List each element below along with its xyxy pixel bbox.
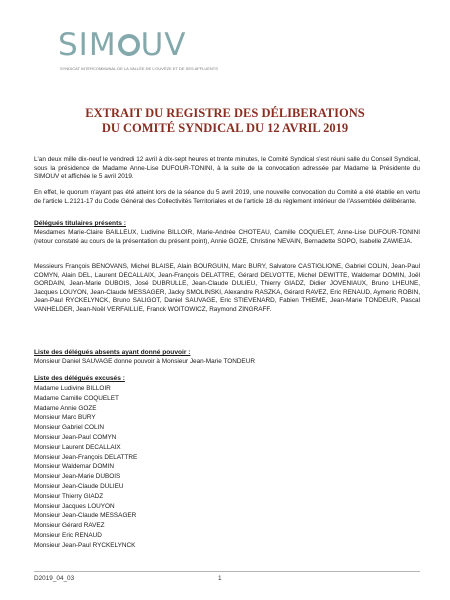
excuses-heading: Liste des délégués excusés : bbox=[34, 375, 125, 382]
list-item: Madame Annie GOZE bbox=[34, 404, 97, 412]
list-item: Madame Ludivine BILLOIR bbox=[34, 385, 111, 392]
titulaires-heading: Délégués titulaires présents : bbox=[34, 220, 126, 227]
document-title-line1: EXTRAIT DU REGISTRE DES DÉLIBERATIONS bbox=[85, 106, 365, 120]
logo-o-ring-icon bbox=[118, 34, 140, 56]
list-item: Monsieur Laurent DECALLAIX bbox=[34, 443, 121, 451]
list-item: Monsieur Thierry GIADZ bbox=[34, 492, 104, 500]
list-item: Monsieur Gérard RAVEZ bbox=[34, 522, 105, 530]
list-item: Monsieur Eric RENAUD bbox=[34, 531, 102, 539]
list-item: Monsieur Jean-Claude MESSAGER bbox=[34, 512, 137, 520]
intro-paragraph: L'an deux mille dix-neuf le vendredi 12 avril à dix-sept heures et trente minutes, le Comité Syndical s'est réuni salle du Conseil Syndical, sous la présidence de Madame Anne-Lise DUFOUR-TONINI, à la suite de la convocation adressée par Madame la Présidente du SIMOUV et affichée le 5 avril 2019. bbox=[34, 156, 420, 181]
footer-divider bbox=[34, 571, 420, 572]
list-item: Monsieur Waldemar DOMIN bbox=[34, 463, 115, 471]
list-item: Monsieur Jean-Claude DULIEU bbox=[34, 482, 124, 490]
titulaires-mesdames: Mesdames Marie-Claire BAILLEUX, Ludivine BILLOIR, Marie-Andrée CHOTEAU, Camille COQUELET, Anne-Lise DUFOUR-TONINI (retour constaté au cours de la présentation du présent point), Annie GOZE, Christine NEVAIN, Bernadette SOPO, Isabelle ZAWIEJA. bbox=[34, 229, 420, 245]
excuses-list bbox=[34, 384, 234, 551]
logo-text-left: SIM bbox=[58, 27, 117, 63]
list-item: Monsieur Jean-Paul RYCKELYNCK bbox=[34, 541, 136, 549]
list-item: Monsieur Gabriel COLIN bbox=[34, 424, 104, 432]
list-item: Monsieur Marc BURY bbox=[34, 414, 96, 422]
absents-text: Monsieur Daniel SAUVAGE donne pouvoir à Monsieur Jean-Marie TONDEUR bbox=[34, 358, 255, 365]
simouv-logo bbox=[58, 27, 187, 63]
document-reference: D2019_04_03 bbox=[34, 575, 75, 582]
quorum-paragraph: En effet, le quorum n'ayant pas été atteint lors de la séance du 5 avril 2019, une nouvelle convocation du Comité a été établie en vertu de l'article L.2121-17 du Code Général des Collectivités Territoriales et de l'article 18 du règlement intérieur de l'Assemblée délibérante. bbox=[34, 189, 420, 205]
titulaires-messieurs: Messieurs François BENOVANS, Michel BLAISE, Alain BOURGUIN, Marc BURY, Salvatore CASTIGLIONE, Gabriel COLIN, Jean-Paul COMYN, Alain DEL, Laurent DECALLAIX, Jean-François DELATTRE, Gérard DELVOTTE, Michel DEWITTE, Waldemar DOMIN, Joël GORDAIN, Jean-Marie DUBOIS, José DUBRULLE, Jean-Claude DULIEU, Thierry GIADZ, Didier JOVENIAUX, Bruno LHEUNE, Jacques LOUYON, Jean-Claude MESSAGER, Jacky SMOLINSKI, Alexandre RASZKA, Gérard RAVEZ, Eric RENAUD, Aymeric ROBIN, Jean-Paul RYCKELYNCK, Bruno SALIGOT, Daniel SAUVAGE, Eric STIEVENARD, Fabien THIEME, Jean-Marie TONDEUR, Pascal VANHELDER, Jean-Noël VERFAILLIE, Franck WOITOWICZ, Raymond ZINGRAFF. bbox=[34, 263, 420, 313]
list-item: Monsieur Jacques LOUYON bbox=[34, 502, 115, 510]
logo-tagline: SYNDICAT INTERCOMMUNAL DE LA VALLÉE DE L'OUVÈZE ET DE SES AFFLUENTS bbox=[60, 66, 218, 71]
list-item: Monsieur Jean-Marie DUBOIS bbox=[34, 473, 121, 481]
absents-heading: Liste des délégués absents ayant donné pouvoir : bbox=[34, 349, 191, 356]
list-item: Madame Camille COQUELET bbox=[34, 394, 119, 402]
page-number: 1 bbox=[218, 575, 222, 582]
list-item: Monsieur Jean-Paul COMYN bbox=[34, 433, 117, 441]
list-item: Monsieur Jean-François DELATTRE bbox=[34, 453, 138, 461]
document-title-line2: DU COMITÉ SYNDICAL DU 12 AVRIL 2019 bbox=[101, 121, 349, 135]
logo-text-right: UV bbox=[140, 27, 187, 63]
